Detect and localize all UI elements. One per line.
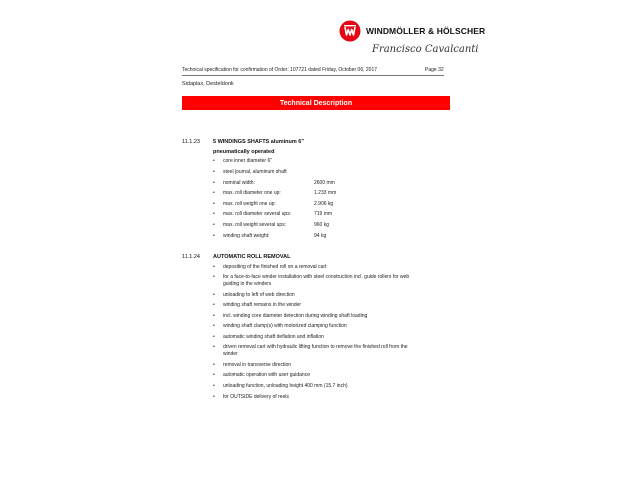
item-value: 94 kg	[314, 233, 327, 239]
bullet: •	[213, 344, 215, 350]
item-value: 2600 mm	[314, 180, 335, 186]
list-item	[213, 362, 413, 369]
company-name: WINDMÖLLER & HÖLSCHER	[366, 26, 486, 36]
bullet: •	[213, 274, 215, 280]
item-text: core inner diameter 6"	[223, 158, 273, 164]
item-text: automatic operation with user guidance	[223, 372, 310, 378]
bullet: •	[213, 334, 215, 340]
page-number: Page 32	[425, 67, 444, 73]
signature: Francisco Cavalcanti	[372, 44, 479, 55]
wh-logo-icon	[339, 20, 361, 42]
item-text: automatic winding shaft deflation and inflation	[223, 334, 324, 340]
bullet: •	[213, 292, 215, 298]
section-number: 11.1.24	[182, 254, 200, 260]
bullet: •	[213, 372, 215, 378]
item-text: max. roll diameter one up:	[223, 190, 281, 196]
list-item	[213, 334, 413, 341]
list-item	[213, 158, 413, 165]
item-text: removal in transverse direction	[223, 362, 292, 368]
list-item	[213, 313, 413, 320]
item-value: 1.233 mm	[314, 190, 337, 196]
list-item	[213, 344, 413, 358]
bullet: •	[213, 302, 215, 308]
list-item	[213, 233, 413, 240]
item-text: max. roll diameter several ups:	[223, 211, 292, 217]
spec-line: Technical specification for confirmation of Order: 107721 dated Friday, October 06, 2017	[182, 67, 378, 73]
item-text: winding shaft clamp(s) with motorized clamping function	[223, 323, 347, 329]
banner-title: Technical Description	[279, 99, 353, 107]
item-text: unloading to left of web direction	[223, 292, 295, 298]
item-value: 960 kg	[314, 222, 330, 228]
bullet: •	[213, 233, 215, 239]
bullet: •	[213, 201, 215, 207]
section-subtitle: pneumatically operated	[213, 149, 275, 155]
item-text: for a face-to-face winder installation with steel construction incl. guide rollers for web guiding in the winders	[223, 274, 410, 287]
bullet: •	[213, 211, 215, 217]
customer-name: Sidaplax, Desteldonk	[182, 81, 234, 87]
bullet: •	[213, 190, 215, 196]
list-item	[213, 211, 413, 218]
item-text: driven removal cart with hydraulic lifting function to remove the finished roll from the winder	[223, 344, 408, 357]
list-item	[213, 222, 413, 229]
section-number: 11.1.23	[182, 139, 200, 145]
list-item	[213, 302, 413, 309]
bullet: •	[213, 264, 215, 270]
item-text: depositing of the finished roll on a removal cart	[223, 264, 327, 270]
item-text: unloading function, unloading height 400 mm (15.7 inch)	[223, 383, 348, 389]
section-banner	[182, 96, 450, 110]
bullet: •	[213, 362, 215, 368]
list-item	[213, 274, 413, 288]
bullet: •	[213, 222, 215, 228]
section-title: AUTOMATIC ROLL REMOVAL	[213, 254, 291, 260]
item-text: max. roll weight one up:	[223, 201, 276, 207]
item-text: steel journal, aluminum shaft	[223, 169, 287, 175]
item-text: incl. winding core diameter detection during winding shaft loading	[223, 313, 368, 319]
bullet: •	[213, 313, 215, 319]
bullet: •	[213, 323, 215, 329]
item-text: max. roll weight several ups:	[223, 222, 287, 228]
list-item	[213, 201, 413, 208]
item-text: winding shaft remains in the winder	[223, 302, 302, 308]
list-item	[213, 264, 413, 271]
item-value: 2.906 kg	[314, 201, 334, 207]
item-text: nominal width:	[223, 180, 255, 186]
list-item	[213, 323, 413, 330]
header-divider	[182, 75, 444, 76]
item-value: 719 mm	[314, 211, 333, 217]
bullet: •	[213, 394, 215, 400]
list-item	[213, 169, 413, 176]
bullet: •	[213, 180, 215, 186]
bullet: •	[213, 158, 215, 164]
list-item	[213, 180, 413, 187]
list-item	[213, 394, 413, 401]
list-item	[213, 190, 413, 197]
list-item	[213, 292, 413, 299]
bullet: •	[213, 383, 215, 389]
list-item	[213, 383, 413, 390]
item-text: winding shaft weight:	[223, 233, 270, 239]
bullet: •	[213, 169, 215, 175]
section-title: 5 WINDINGS SHAFTS aluminum 6"	[213, 139, 304, 145]
list-item	[213, 372, 413, 379]
item-text: for OUTSIDE delivery of reels	[223, 394, 289, 400]
